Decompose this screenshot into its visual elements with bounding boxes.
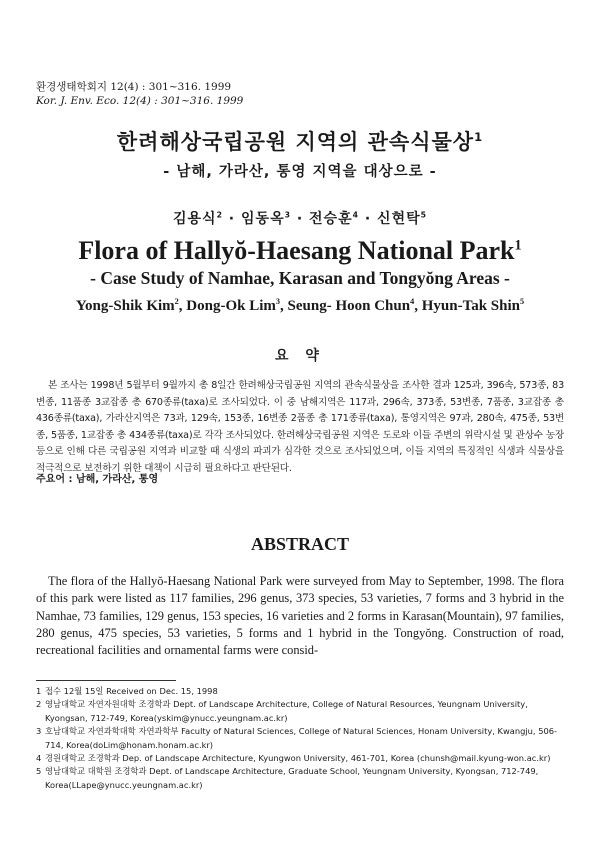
authors-korean — [0, 208, 600, 228]
authors-english — [0, 298, 600, 315]
author-english: Seung- Hoon Chun — [287, 298, 411, 314]
title-english-footnote-mark: 1 — [514, 237, 522, 254]
footnote-text: 접수 12월 15일 Received on Dec. 15, 1998 — [45, 686, 218, 696]
abstract-heading: ABSTRACT — [250, 534, 350, 554]
author-mark: 4 — [352, 210, 359, 220]
title-korean-text: 한려해상국립공원 지역의 관속식물상 — [116, 130, 475, 154]
author-separator: , — [178, 298, 187, 314]
footnote-number: 3 — [36, 726, 42, 737]
subtitle-english: - Case Study of Namhae, Karasan and Tongyŏng Areas - — [90, 268, 510, 288]
author-mark: 2 — [174, 297, 179, 306]
title-korean-footnote-mark: 1 — [474, 130, 484, 144]
footnote — [36, 725, 566, 752]
abstract-english — [36, 573, 564, 659]
journal-ref-english: Kor. J. Env. Eco. 12(4) : 301~316. 1999 — [36, 95, 244, 107]
keywords-korean: 주요어 : 남해, 가라산, 통영 — [36, 474, 159, 485]
author-mark: 3 — [275, 297, 281, 306]
author-mark: 5 — [519, 297, 525, 306]
author-korean: 전승훈 — [309, 211, 353, 227]
footnote-number: 1 — [36, 686, 42, 696]
author-mark: 4 — [410, 297, 415, 306]
author-english: Yong-Shik Kim — [75, 298, 175, 314]
journal-ref-korean: 환경생태학회지 12(4) : 301~316. 1999 — [36, 81, 232, 93]
footnote — [36, 685, 566, 698]
author-korean: 김용식 — [173, 211, 217, 227]
footnote-number: 5 — [36, 766, 42, 777]
footnote-text: 경원대학교 조경학과 Dep. of Landscape Architecture, Kyungwon University, 461-701, Korea (chunsh@mail.kyung-won.ac.kr) — [45, 753, 551, 764]
footnote-divider — [36, 680, 176, 681]
footnote-text: 호남대학교 자연과학대학 자연과학부 Faculty of Natural Sciences, College of Natural Sciences, Honam University, Kwangju, 506-714, Korea(doLim@honam.honam.ac.kr) — [45, 726, 558, 750]
summary-heading: 요 약 — [275, 348, 325, 364]
author-english: Hyun-Tak Shin — [421, 298, 520, 314]
footnote-number: 4 — [36, 753, 42, 764]
author-separator: , — [414, 298, 422, 314]
author-mark: 3 — [284, 210, 291, 220]
footnote-text: 영남대학교 자연자원대학 조경학과 Dept. of Landscape Architecture, College of Natural Resources, Yeungnam University, Kyongsan, 712-749, Korea(yskim@ynucc.yeungnam.ac.kr) — [45, 699, 528, 723]
abstract-english-paragraph: The flora of the Hallyŏ-Haesang National Park were surveyed from May to September, 1998. The flora of this park were listed as 117 families, 296 genus, 373 species, 53 varieties, 7 forms and 3 hybrid in the Namhae, 73 families, 129 genus, 153 species, 16 varieties and 2 forms in Karasan(Mountain), 97 families, 280 genus, 475 species, 53 varieties, 5 forms and 1 hybrid in the Tongyŏng. Construction of road, recreational facilities and ornamental farms were consid- — [36, 574, 564, 658]
author-separator: · — [290, 211, 310, 227]
subtitle-korean: - 남해, 가라산, 통영 지역을 대상으로 - — [163, 164, 437, 180]
author-separator: · — [222, 211, 242, 227]
title-english — [0, 236, 600, 266]
footnote — [36, 698, 566, 725]
footnote — [36, 765, 566, 792]
title-english-text: Flora of Hallyŏ-Haesang National Park — [78, 236, 515, 265]
footnote-number: 2 — [36, 699, 42, 710]
summary-korean — [36, 378, 564, 478]
author-separator: , — [280, 298, 288, 314]
author-mark: 2 — [216, 210, 223, 220]
author-english: Dong-Ok Lim — [186, 298, 276, 314]
summary-korean-paragraph: 본 조사는 1998년 5월부터 9월까지 총 8일간 한려해상국립공원 지역의 관속식물상을 조사한 결과 125과, 396속, 573종, 83변종, 11품종 3교잡종 총 670종류(taxa)로 조사되었다. 이 중 남해지역은 117과, 296속, 373종, 53변종, 7품종, 3교잡종 총 436종류(taxa), 가라산지역은 73과, 129속, 153종, 16변종 2품종 총 171종류(taxa), 통영지역은 97과, 280속, 475종, 53변종, 5품종, 1교잡종 총 434종류(taxa)로 각각 조사되었다. 한려해상국립공원 지역은 도로와 이들 주변의 위락시설 및 관상수 농장 등으로 인해 다른 국립공원 지역과 비교할 때 식생의 파괴가 심각한 것으로 조사되었으며, 이들 지역의 특징적인 식생과 식물상을 적극적으로 보전하기 위한 대책이 시급히 필요하다고 판단된다. — [36, 380, 564, 474]
author-mark: 5 — [420, 210, 427, 220]
author-korean: 신현탁 — [377, 211, 421, 227]
author-separator: · — [358, 211, 378, 227]
footnote-text: 영남대학교 대학원 조경학과 Dept. of Landscape Architecture, Graduate School, Yeungnam University, Kyongsan, 712-749, Korea(LLape@ynucc.yeungnam.ac.kr) — [45, 766, 539, 790]
author-korean: 임동옥 — [241, 211, 285, 227]
footnote — [36, 752, 566, 765]
footnotes — [36, 685, 566, 792]
title-korean — [0, 126, 600, 156]
